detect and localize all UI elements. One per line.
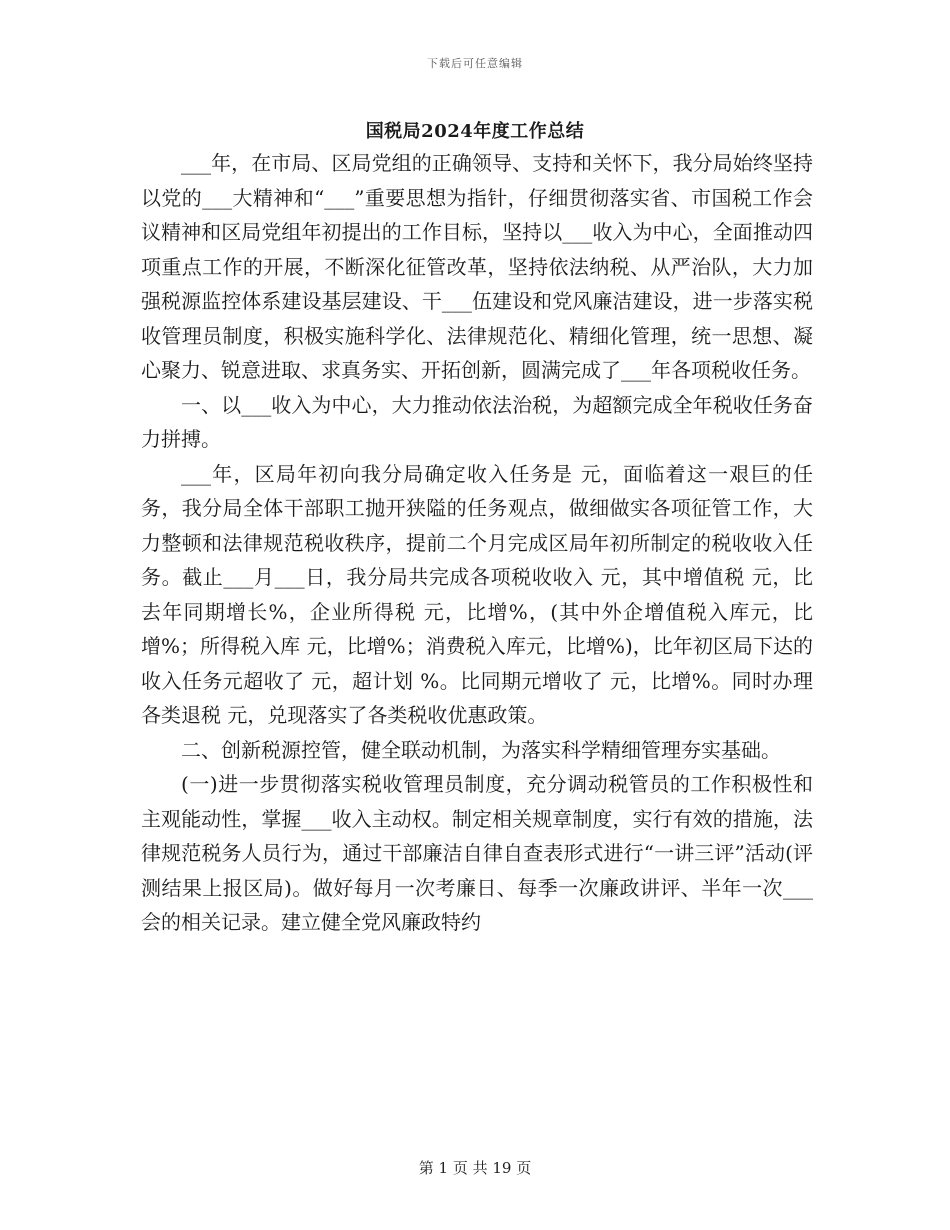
paragraph-intro: ___年，在市局、区局党组的正确领导、支持和关怀下，我分局始终坚持以党的___大精神和“___”重要思想为指针，仔细贯彻落实省、市国税工作会议精神和区局党组年初提出的工作目标，坚持以___收入为中心，全面推动四项重点工作的开展，不断深化征管改革，坚持依法纳税、从严治队，大力加强税源监控体系建设基层建设、干___伍建设和党风廉洁建设，进一步落实税收管理员制度，积极实施科学化、法律规范化、精细化管理，统一思想、凝心聚力、锐意进取、求真务实、开拓创新，圆满完成了___年各项税收任务。	[141, 151, 813, 382]
header-note: 下载后可任意编辑	[427, 57, 523, 70]
paragraph-revenue-results: ___年，区局年初向我分局确定收入任务是 元，面临着这一艰巨的任务，我分局全体干部职工抛开狭隘的任务观点，做细做实各项征管工作，大力整顿和法律规范税收秩序，提前二个月完成区局年初所制定的税收收入任务。截止___月___日，我分局共完成各项税收收入 元，其中增值税 元，比去年同期增长%，企业所得税 元，比增%，(其中外企增值税入库元，比增%；所得税入库 元，比增%；消费税入库元，比增%)，比年初区局下达的收入任务元超收了 元，超计划 %。比同期元增收了 元，比增%。同时办理各类退税 元，兑现落实了各类税收优惠政策。	[141, 461, 813, 727]
document-body	[141, 146, 813, 940]
paragraph-tax-manager-system: (一)进一步贯彻落实税收管理员制度，充分调动税管员的工作积极性和主观能动性，掌握___收入主动权。制定相关规章制度，实行有效的措施，法律规范税务人员行为，通过干部廉洁自律自查表形式进行“一讲三评”活动(评测结果上报区局)。做好每月一次考廉日、每季一次廉政讲评、半年一次___会的相关记录。建立健全党风廉政特约	[141, 772, 813, 934]
paragraph-section-2-heading: 二、创新税源控管，健全联动机制，为落实科学精细管理夯实基础。	[181, 737, 781, 762]
document-title: 国税局2024年度工作总结	[365, 121, 585, 142]
paragraph-section-1-heading: 一、以___收入为中心，大力推动依法治税，为超额完成全年税收任务奋力拼搏。	[141, 392, 813, 451]
page-number: 第 1 页 共 19 页	[418, 1159, 532, 1177]
